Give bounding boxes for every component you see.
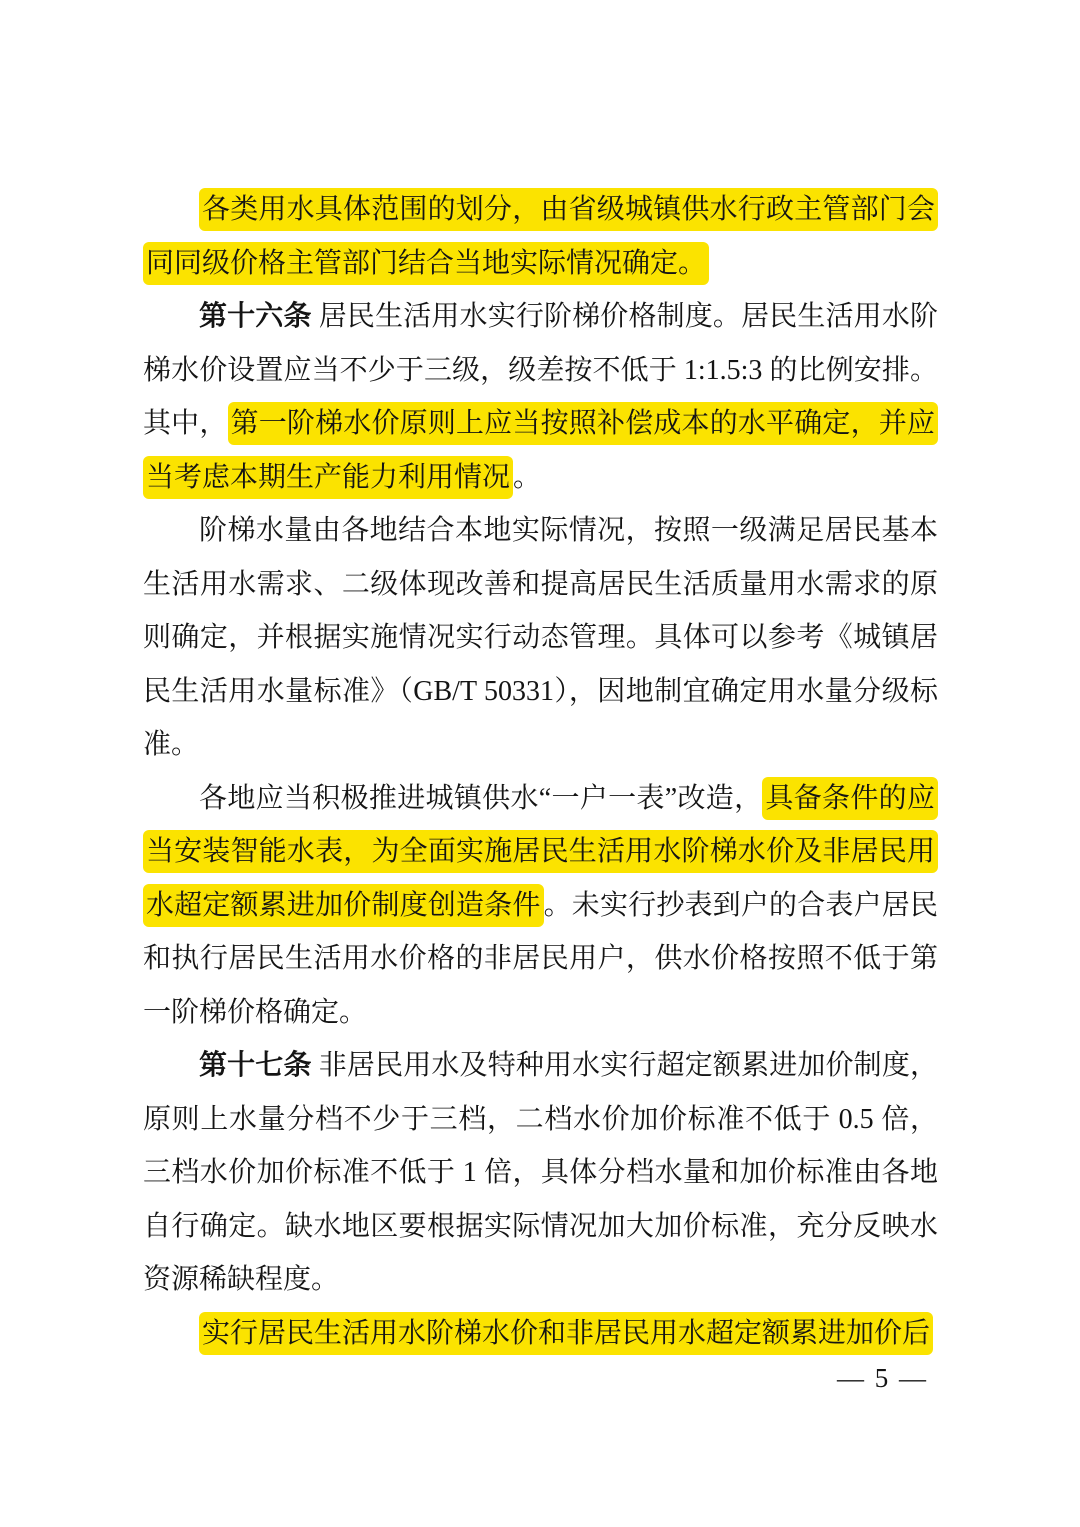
highlighted-text: 具备条件的应当安装智能水表，为全面实施居民生活用水阶梯水价及非居民用水超定额累进加价制度创造条件 <box>143 777 938 927</box>
paragraph <box>143 1307 938 1361</box>
document-body <box>143 183 938 1360</box>
page-number: — 5 — <box>837 1363 928 1393</box>
highlighted-text: 第一阶梯水价原则上应当按照补偿成本的水平确定，并应当考虑本期生产能力利用情况 <box>143 402 938 499</box>
paragraph <box>143 504 938 772</box>
highlighted-text: 实行居民生活用水阶梯水价和非居民用水超定额累进加价后 <box>199 1312 933 1355</box>
text-segment: 。未实行抄表到户的合表户居民和执行居民生活用水价格的非居民用户，供水价格按照不低于第一阶梯价格确定。 <box>143 889 938 1028</box>
text-segment: 居民生活用水实行阶梯价格制度。居民生活用水阶梯水价设置应当不少于三级，级差按不低于 1:1.5:3 的比例安排。其中， <box>143 301 938 439</box>
text-segment: 各地应当积极推进城镇供水“一户一表”改造， <box>199 782 763 814</box>
highlighted-text: 各类用水具体范围的划分，由省级城镇供水行政主管部门会同同级价格主管部门结合当地实际情况确定。 <box>143 188 938 285</box>
text-segment: 。 <box>513 461 542 493</box>
text-segment: 第十六条 <box>199 301 312 332</box>
paragraph <box>143 772 938 1040</box>
paragraph <box>143 1039 938 1307</box>
text-segment: 非居民用水及特种用水实行超定额累进加价制度，原则上水量分档不少于三档，二档水价加价标准不低于 0.5 倍，三档水价加价标准不低于 1 倍，具体分档水量和加价标准由各地自行确定。缺水地区要根据实际情况加大加价标准，充分反映水资源稀缺程度。 <box>143 1050 938 1295</box>
paragraph <box>143 290 938 504</box>
text-segment: 阶梯水量由各地结合本地实际情况，按照一级满足居民基本生活用水需求、二级体现改善和提高居民生活质量用水需求的原则确定，并根据实施情况实行动态管理。具体可以参考《城镇居民生活用水量标准》（GB/T 50331），因地制宜确定用水量分级标准。 <box>143 515 938 760</box>
text-segment: 第十七条 <box>199 1050 312 1081</box>
paragraph <box>143 183 938 290</box>
